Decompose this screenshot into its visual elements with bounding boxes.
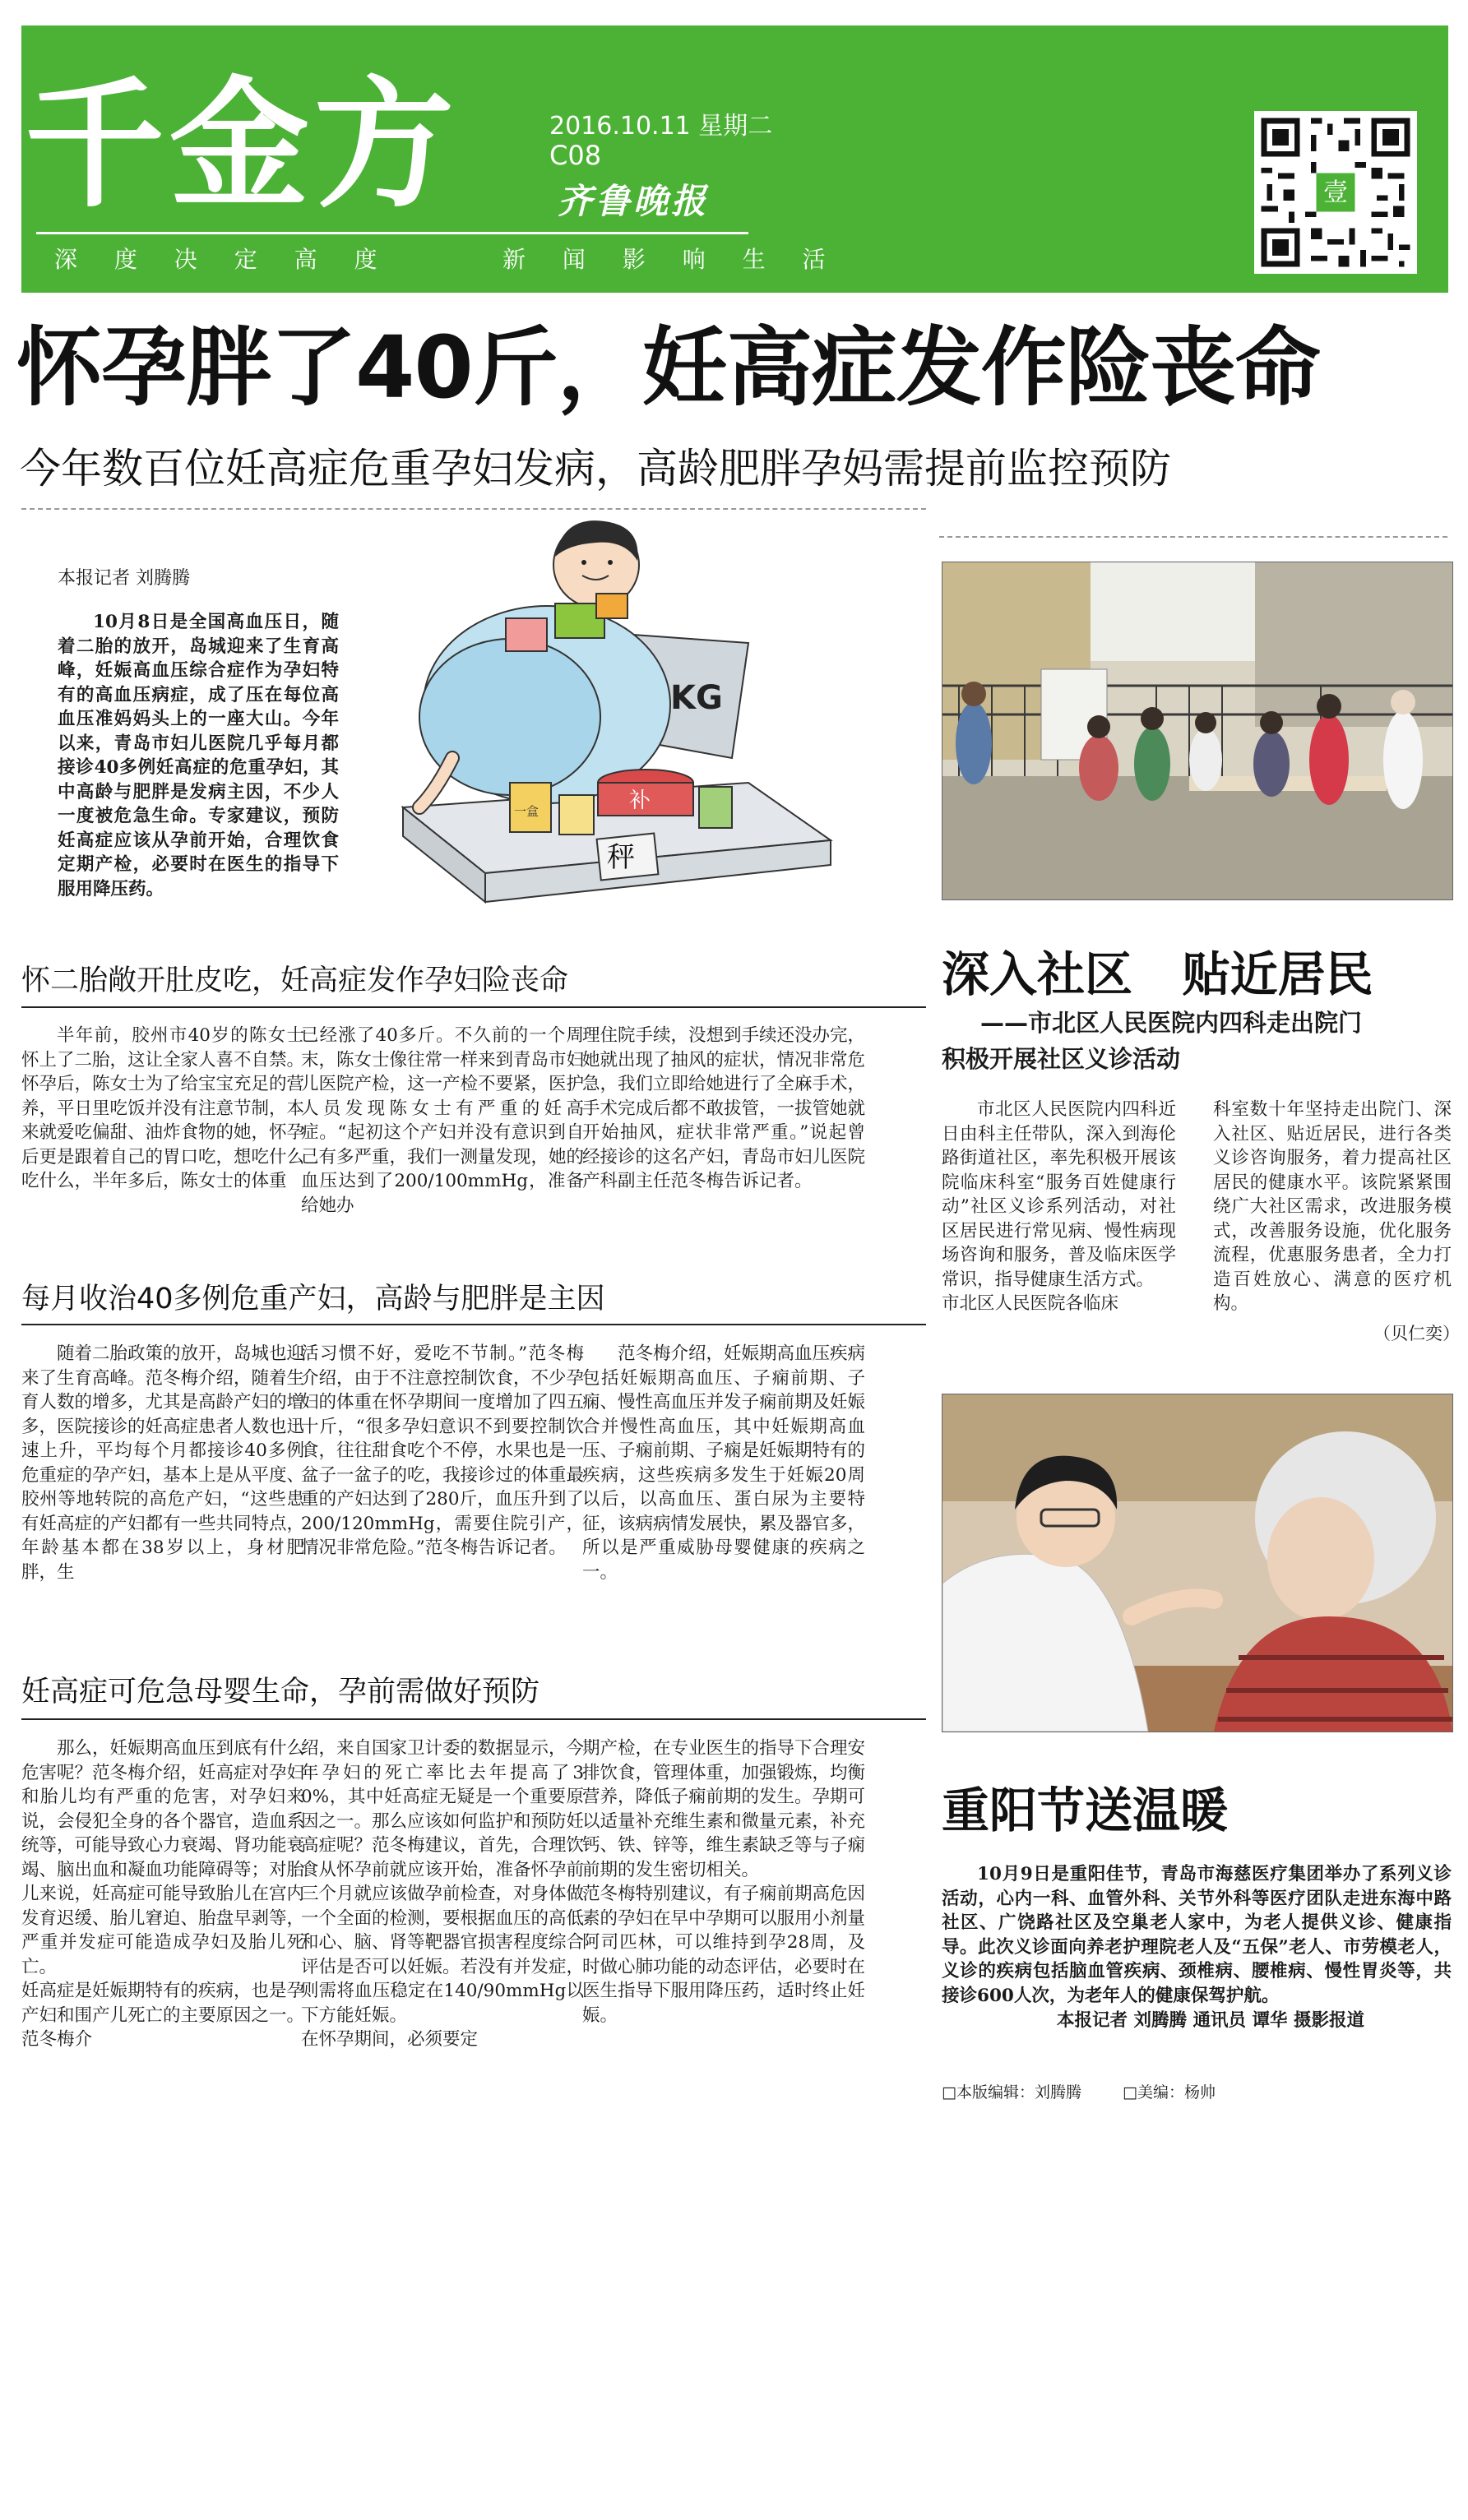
- byline: 本报记者 刘腾腾: [58, 568, 190, 589]
- masthead-title: 千金方: [25, 64, 460, 227]
- paragraph: 范冬梅介绍，妊娠期高血压疾病包括妊娠期高血压、子痫前期、子痫、慢性高血压并发子痫前期及妊娠合并慢性高血压，其中妊娠期高血压、子痫前期、子痫是妊娠期特有的疾病，这些疾病多发生于妊娠20周以后，以高血压、蛋白尿为主要特征，该病病情发展快，累及器官多，所以是严重威胁母婴健康的疾病之一。: [582, 1343, 866, 1583]
- article-column: [21, 1342, 304, 1584]
- designer-credit: □美编：杨帅: [1123, 2083, 1216, 2102]
- qr-code-icon: [1254, 111, 1417, 274]
- section-heading: 怀二胎敞开肚皮吃，妊高症发作孕妇险丧命: [21, 964, 569, 997]
- lead-paragraph: [58, 610, 339, 901]
- main-headline: 怀孕胖了40斤，妊高症发作险丧命: [16, 317, 1320, 418]
- divider: [939, 536, 1447, 538]
- masthead-rule: [36, 232, 748, 234]
- paragraph: 那么，妊娠期高血压到底有什么危害呢？范冬梅介绍，妊高症对孕妇和胎儿均有严重的危害，对孕妇来说，会侵犯全身的各个器官，造血系统等，可能导致心力衰竭、肾功能衰竭、脑出血和凝血功能障碍等；对胎儿来说，妊高症可能导致胎儿在宫内发育迟缓、胎儿窘迫、胎盘早剥等，严重并发症可能造成孕妇及胎儿死亡。 妊高症是妊娠期特有的疾病，也是孕产妇和围产儿死亡的主要原因之一。范冬梅介: [21, 1738, 305, 2050]
- community-clinic-photo: [942, 562, 1453, 900]
- paragraph: 绍，来自国家卫计委的数据显示，今年孕妇的死亡率比去年提高了30%，其中妊高症无疑是一个重要原因之一。那么应该如何监护和预防妊高症呢？范冬梅建议，首先，合理饮食从怀孕前就应该开始，准备怀孕前三个月就应该做孕前检查，对身体做一个全面的检测，要根据血压的高低和心、脑、肾等靶器官损害程度综合评估是否可以妊娠。若没有并发症，则需将血压稳定在140/90mmHg以下方能妊娠。 在怀孕期间，必须要定: [301, 1738, 585, 2050]
- photo-credit: 本报记者 刘腾腾 通讯员 谭华 摄影报道: [1057, 2010, 1364, 2031]
- paragraph: 10月9日是重阳佳节，青岛市海慈医疗集团举办了系列义诊活动，心内一科、血管外科、关节外科等医疗团队走进东海中路社区、广饶路社区及空巢老人家中，为老人提供义诊、健康指导。此次义诊面向养老护理院老人及“五保”老人、市劳模老人，义诊的疾病包括脑血管疾病、颈椎病、腰椎病、慢性胃炎等，共接诊600人次，为老年人的健康保驾护航。: [942, 1864, 1452, 2006]
- article-column: [582, 1024, 865, 1194]
- masthead-slogan: 深 度 决 定 高 度 新 闻 影 响 生 活: [54, 246, 841, 273]
- paragraph: 理住院手续，没想到手续还没办完，她就出现了抽风的症状，情况非常危急，我们立即给她进行了全麻手术，手术完成后都不敢拔管，一拔管她就开始抽风，症状非常严重。”说起曾经接诊的这名产妇，青岛市妇儿医院产科副主任范冬梅告诉记者。: [582, 1025, 866, 1191]
- sidebar-subtitle: ——市北区人民医院内四科走出院门: [980, 1009, 1363, 1037]
- paragraph: 已经涨了40多斤。不久前的一个周末，陈女士像往常一样来到青岛市妇儿医院产检，这一产检不要紧，医护人员发现陈女士有严重的妊高症。“起初这个产妇并没有意识到自己有多严重，我们一测量发现，她的血压达到了200/100mmHg，准备给她办: [301, 1025, 585, 1216]
- sidebar-column: [942, 1098, 1176, 1316]
- paragraph: 期产检，在专业医生的指导下合理安排饮食，管理体重，加强锻炼，均衡营养，降低子痫前期的发生。孕期可以适量补充维生素和微量元素，补充钙、铁、锌等，维生素缺乏等与子痫前期的发生密切相关。 范冬梅特别建议，有子痫前期高危因素的孕妇在早中孕期可以服用小剂量阿司匹林，可以维持到孕28周，及时做心肺功能的动态评估，必要时在医生指导下服用降压药，适时终止妊娠。: [582, 1738, 866, 2026]
- section-heading: 妊高症可危急母婴生命，孕前需做好预防: [21, 1676, 540, 1709]
- jar-label: 一盒: [514, 804, 540, 819]
- sidebar-paragraph: [942, 1862, 1452, 2008]
- lead-text: 10月8日是全国高血压日，随着二胎的放开，岛城迎来了生育高峰，妊娠高血压综合症作为孕妇特有的高血压病症，成了压在每位高血压准妈妈头上的一座大山。今年以来，青岛市妇儿医院几乎每月都接诊40多例妊高症的危重孕妇，其中高龄与肥胖是发病主因，不少人一度被危急生命。专家建议，预防妊高症应该从孕前开始，合理饮食定期产检，必要时在医生的指导下服用降压药。: [58, 612, 339, 899]
- scale-label: 秤: [607, 841, 635, 874]
- sidebar-credit: （贝仁奕）: [1373, 1324, 1460, 1343]
- sidebar-column: [1213, 1098, 1452, 1316]
- elderly-care-photo: [942, 1394, 1453, 1732]
- scale-kg: KG: [670, 679, 723, 717]
- sidebar-subtitle: 积极开展社区义诊活动: [942, 1045, 1181, 1073]
- sub-headline: 今年数百位妊高症危重孕妇发病，高龄肥胖孕妈需提前监控预防: [20, 445, 1171, 492]
- article-column: [301, 1736, 584, 2052]
- section-rule: [21, 1006, 926, 1008]
- divider: [21, 508, 926, 510]
- article-column: [582, 1736, 865, 2028]
- article-column: [21, 1024, 304, 1194]
- paragraph: 活习惯不好，爱吃不节制。”范冬梅介绍，由于不注意控制饮食，不少孕妇的体重在怀孕期间一度增加了四五十斤，“很多孕妇意识不到要控制饮食，往往甜食吃个不停，水果也是一盆子一盆子的吃，我接诊过的体重最重的产妇达到了280斤，血压升到了200/120mmHg，需要住院引产，情况非常危险。”范冬梅告诉记者。: [301, 1343, 585, 1558]
- newspaper-name: 齐鲁晚报: [558, 181, 710, 221]
- page-number: C08: [549, 140, 602, 171]
- issue-date: 2016.10.11 星期二: [549, 112, 773, 141]
- paragraph: 半年前，胶州市40岁的陈女士怀上了二胎，这让全家人喜不自禁。怀孕后，陈女士为了给宝宝充足的营养，平日里吃饭并没有注意节制，本来就爱吃偏甜、油炸食物的她，怀孕后更是跟着自己的胃口吃，想吃什么吃什么，半年多后，陈女士的体重: [21, 1025, 305, 1191]
- sidebar-title: 深入社区 贴近居民: [942, 946, 1373, 1002]
- paragraph: 市北区人民医院内四科近日由科主任带队，深入到海伦路街道社区，率先积极开展该院临床科室“服务百姓健康行动”社区义诊系列活动，对社区居民进行常见病、慢性病现场咨询和服务，普及临床医学常识，指导健康生活方式。 市北区人民医院各临床: [942, 1099, 1176, 1314]
- article-column: [582, 1342, 865, 1584]
- sidebar-title: 重阳节送温暖: [942, 1782, 1229, 1838]
- paragraph: 科室数十年坚持走出院门、深入社区、贴近居民，进行各类义诊咨询服务，着力提高社区居民的健康水平。该院紧紧围绕广大社区需求，改进服务模式，改善服务设施，优化服务流程，优惠服务患者，全力打造百姓放心、满意的医疗机构。: [1213, 1099, 1452, 1314]
- article-column: [21, 1736, 304, 2052]
- pot-label: 补: [629, 788, 651, 813]
- section-rule: [21, 1324, 926, 1325]
- pregnant-woman-illustration: [387, 511, 847, 927]
- article-column: [301, 1024, 584, 1218]
- editor-credit: □本版编辑：刘腾腾: [942, 2083, 1081, 2102]
- article-column: [301, 1342, 584, 1561]
- svg-text:壹: 壹: [1322, 178, 1349, 208]
- paragraph: 随着二胎政策的放开，岛城也迎来了生育高峰。范冬梅介绍，随着生育人数的增多，尤其是高龄产妇的增多，医院接诊的妊高症患者人数也迅速上升，平均每个月都接诊40多例危重症的孕产妇，基本上是从平度、胶州等地转院的高危产妇，“这些患有妊高症的产妇都有一些共同特点，年龄基本都在38岁以上，身材肥胖，生: [21, 1343, 305, 1583]
- section-heading: 每月收治40多例危重产妇，高龄与肥胖是主因: [21, 1283, 605, 1315]
- section-rule: [21, 1718, 926, 1720]
